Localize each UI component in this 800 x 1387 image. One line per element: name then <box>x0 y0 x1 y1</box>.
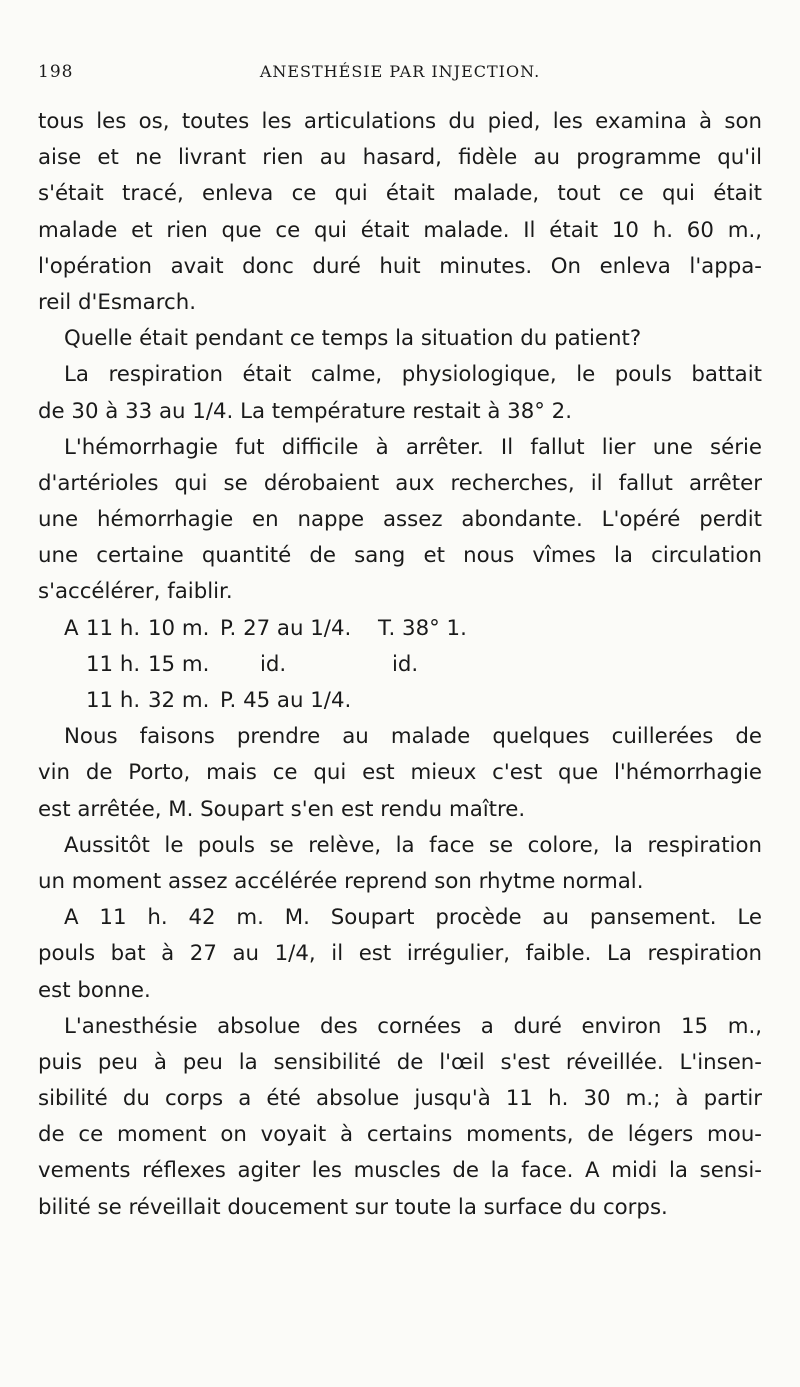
text-line: Nous faisons prendre au malade quelques cuillerées de <box>64 724 762 750</box>
text-line: bilité se réveillait doucement sur toute la surface du corps. <box>38 1194 668 1220</box>
text-line: une certaine quantité de sang et nous vîmes la circulation <box>38 543 762 569</box>
minute-cell: 15 m. <box>148 651 210 677</box>
page-header <box>38 62 762 92</box>
temperature-cell: id. <box>392 651 419 677</box>
text-line: vements réflexes agiter les muscles de la face. A midi la sensi- <box>38 1158 762 1184</box>
text-line: tous les os, toutes les articulations du pied, les examina à son <box>38 109 762 134</box>
pulse-cell: id. <box>260 651 287 677</box>
hour-cell: 11 h. <box>86 651 141 677</box>
text-line: de ce moment on voyait à certains moments, de légers mou- <box>38 1122 762 1148</box>
text-line: A 11 h. 42 m. M. Soupart procède au pansement. Le <box>64 905 762 931</box>
text-line: sibilité du corps a été absolue jusqu'à 11 h. 30 m.; à partir <box>38 1086 762 1112</box>
text-line: Aussitôt le pouls se relève, la face se colore, la respiration <box>64 832 762 858</box>
text-line: une hémorrhagie en nappe assez abondante. L'opéré perdit <box>38 507 762 533</box>
pulse-cell: P. 27 au 1/4. <box>220 615 352 641</box>
text-line: Quelle était pendant ce temps la situation du patient? <box>64 326 642 352</box>
text-line: aise et ne livrant rien au hasard, fidèle au programme qu'il <box>38 145 762 171</box>
hour-cell: 11 h. <box>86 615 141 641</box>
row-prefix <box>64 647 86 683</box>
row-prefix <box>64 683 86 719</box>
text-line: puis peu à peu la sensibilité de l'œil s'est réveillée. L'insen- <box>38 1049 762 1075</box>
paragraph <box>38 828 762 900</box>
paragraph <box>38 1009 762 1226</box>
text-line: La respiration était calme, physiologique, le pouls battait <box>64 362 762 388</box>
text-line: est arrêtée, M. Soupart s'en est rendu maître. <box>38 796 526 822</box>
vital-signs-row <box>38 683 762 719</box>
text-line: un moment assez accélérée reprend son rhytme normal. <box>38 868 644 894</box>
paragraph <box>38 104 762 321</box>
text-line: de 30 à 33 au 1/4. La température restait à 38° 2. <box>38 398 572 424</box>
paragraph <box>38 321 762 357</box>
text-line: est bonne. <box>38 977 151 1003</box>
text-line: L'anesthésie absolue des cornées a duré environ 15 m., <box>64 1013 762 1039</box>
text-line: s'accélérer, faiblir. <box>38 579 233 605</box>
hour-cell: 11 h. <box>86 688 141 713</box>
text-line: vin de Porto, mais ce qui est mieux c'est que l'hémorrhagie <box>38 760 762 786</box>
minute-cell: 10 m. <box>148 615 210 641</box>
running-title: ANESTHÉSIE PAR INJECTION. <box>259 62 541 81</box>
row-prefix: A <box>64 615 79 641</box>
minute-cell: 32 m. <box>148 688 210 713</box>
paragraph <box>38 900 762 1009</box>
vital-signs-row <box>38 647 762 683</box>
body-text <box>38 104 762 1226</box>
text-line: reil d'Esmarch. <box>38 289 196 315</box>
text-line: malade et rien que ce qui était malade. Il était 10 h. 60 m., <box>38 217 762 243</box>
text-line: pouls bat à 27 au 1/4, il est irrégulier, faible. La respiration <box>38 941 762 967</box>
text-line: l'opération avait donc duré huit minutes. On enleva l'appa- <box>38 253 762 279</box>
pulse-cell: P. 45 au 1/4. <box>220 688 352 713</box>
paragraph <box>38 430 762 611</box>
text-line: L'hémorrhagie fut difficile à arrêter. Il fallut lier une série <box>64 434 762 460</box>
text-line: s'était tracé, enleva ce qui était malade, tout ce qui était <box>38 181 762 207</box>
paragraph <box>38 719 762 828</box>
vital-signs-row <box>38 611 762 647</box>
page-number: 198 <box>38 62 74 82</box>
text-line: d'artérioles qui se dérobaient aux recherches, il fallut arrêter <box>38 470 762 496</box>
vital-signs-table <box>38 611 762 720</box>
paragraph <box>38 357 762 429</box>
temperature-cell: T. 38° 1. <box>378 615 467 641</box>
